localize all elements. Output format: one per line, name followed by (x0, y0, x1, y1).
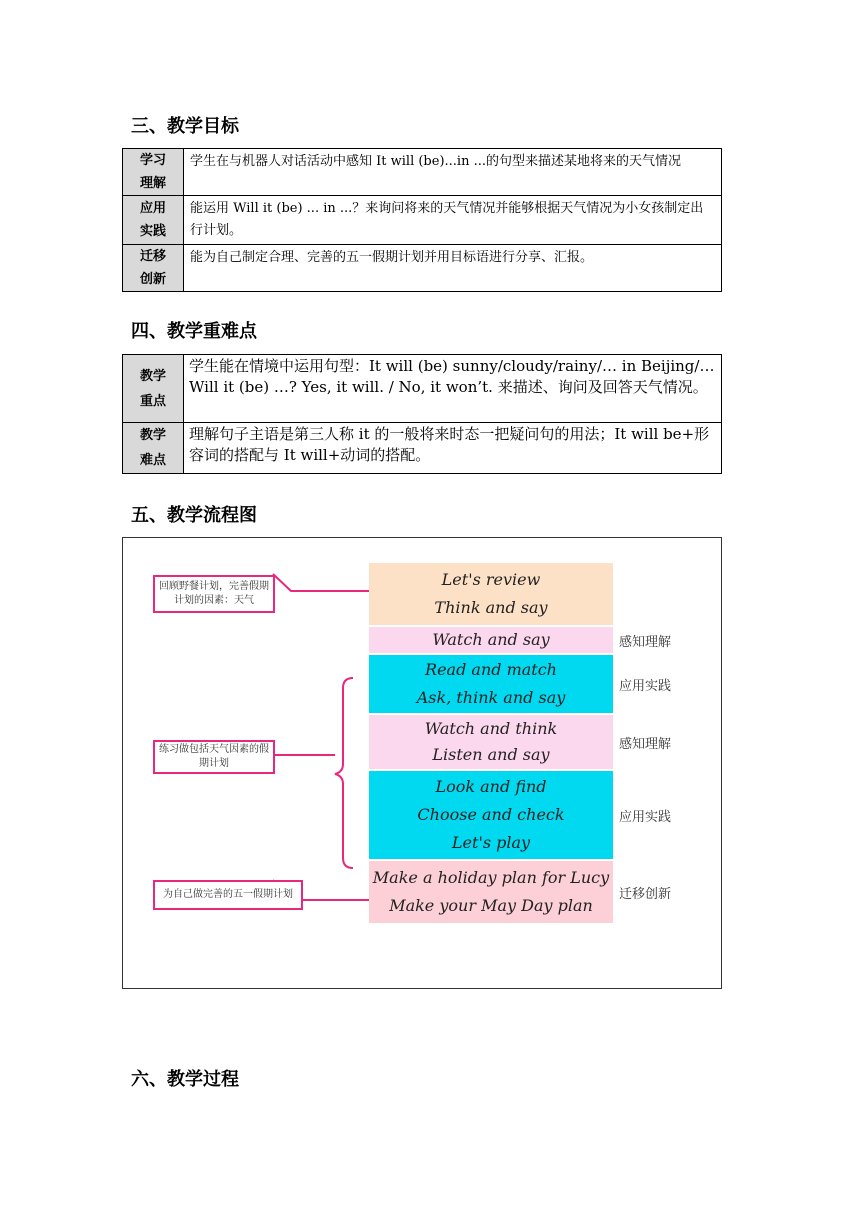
flow-block (369, 715, 613, 769)
section-title-process: 六、教学过程 (131, 1069, 239, 1090)
row-label: 应用 实践 (123, 196, 184, 245)
row-label: 教学 难点 (123, 423, 184, 474)
flow-block-line: Look and find (435, 777, 547, 796)
section-title-objectives: 三、教学目标 (131, 116, 239, 137)
flow-block-line: Ask, think and say (416, 687, 566, 707)
flow-block-line: Listen and say (432, 745, 550, 764)
connector-line (273, 574, 369, 591)
table-row (123, 149, 722, 196)
stage-label: 感知理解 (619, 737, 672, 752)
flow-block-line: Read and match (425, 660, 557, 680)
flowchart (122, 537, 722, 989)
row-text: 学生在与机器人对话活动中感知 It will (be)...in ...的句型来描述某地将来的天气情况 (184, 149, 722, 196)
key-points-table (122, 354, 722, 474)
stage-label: 应用实践 (619, 810, 672, 825)
flow-block-line: Let's review (441, 569, 541, 589)
flow-block-line: Think and say (434, 598, 548, 618)
stage-label: 感知理解 (619, 635, 672, 650)
flow-block-line: Make your May Day plan (389, 896, 593, 916)
row-label: 教学 重点 (123, 355, 184, 423)
flow-block-line: Watch and say (432, 630, 550, 649)
flow-block-line: Make a holiday plan for Lucy (372, 867, 610, 887)
row-label: 迁移 创新 (123, 245, 184, 292)
table-row (123, 196, 722, 245)
stage-label: 应用实践 (619, 679, 672, 694)
section-title-key-points: 四、教学重难点 (131, 321, 257, 342)
flow-block-line: Choose and check (417, 805, 565, 824)
flow-block (369, 627, 613, 653)
objectives-table (122, 148, 722, 292)
row-text: 学生能在情境中运用句型：It will (be) sunny/cloudy/rainy/… in Beijing/…Will it (be) …? Yes, it will. / No, it won’t. 来描述、询问及回答天气情况。 (184, 355, 722, 423)
flow-block-line: Watch and think (424, 719, 558, 738)
table-row (123, 355, 722, 423)
flow-block (369, 861, 613, 923)
note-mayday: 为自己做完善的五一假期计划 (153, 880, 303, 910)
note-review: 回顾野餐计划，完善假期计划的因素：天气 (153, 575, 275, 613)
table-row (123, 423, 722, 474)
row-label: 学习 理解 (123, 149, 184, 196)
stage-label: 迁移创新 (619, 887, 672, 902)
flow-block (369, 771, 613, 859)
bracket (335, 678, 353, 868)
note-practice: 练习做包括天气因素的假期计划 (153, 740, 275, 774)
flow-block-line: Let's play (451, 833, 531, 852)
section-title-flowchart: 五、教学流程图 (131, 505, 257, 526)
table-row (123, 245, 722, 292)
row-text: 能运用 Will it (be) ... in ...？来询问将来的天气情况并能够根据天气情况为小女孩制定出行计划。 (184, 196, 722, 245)
flow-block (369, 563, 613, 625)
row-text: 理解句子主语是第三人称 it 的一般将来时态一把疑问句的用法；It will be+形容词的搭配与 It will+动词的搭配。 (184, 423, 722, 474)
row-text: 能为自己制定合理、完善的五一假期计划并用目标语进行分享、汇报。 (184, 245, 722, 292)
flow-block (369, 655, 613, 713)
